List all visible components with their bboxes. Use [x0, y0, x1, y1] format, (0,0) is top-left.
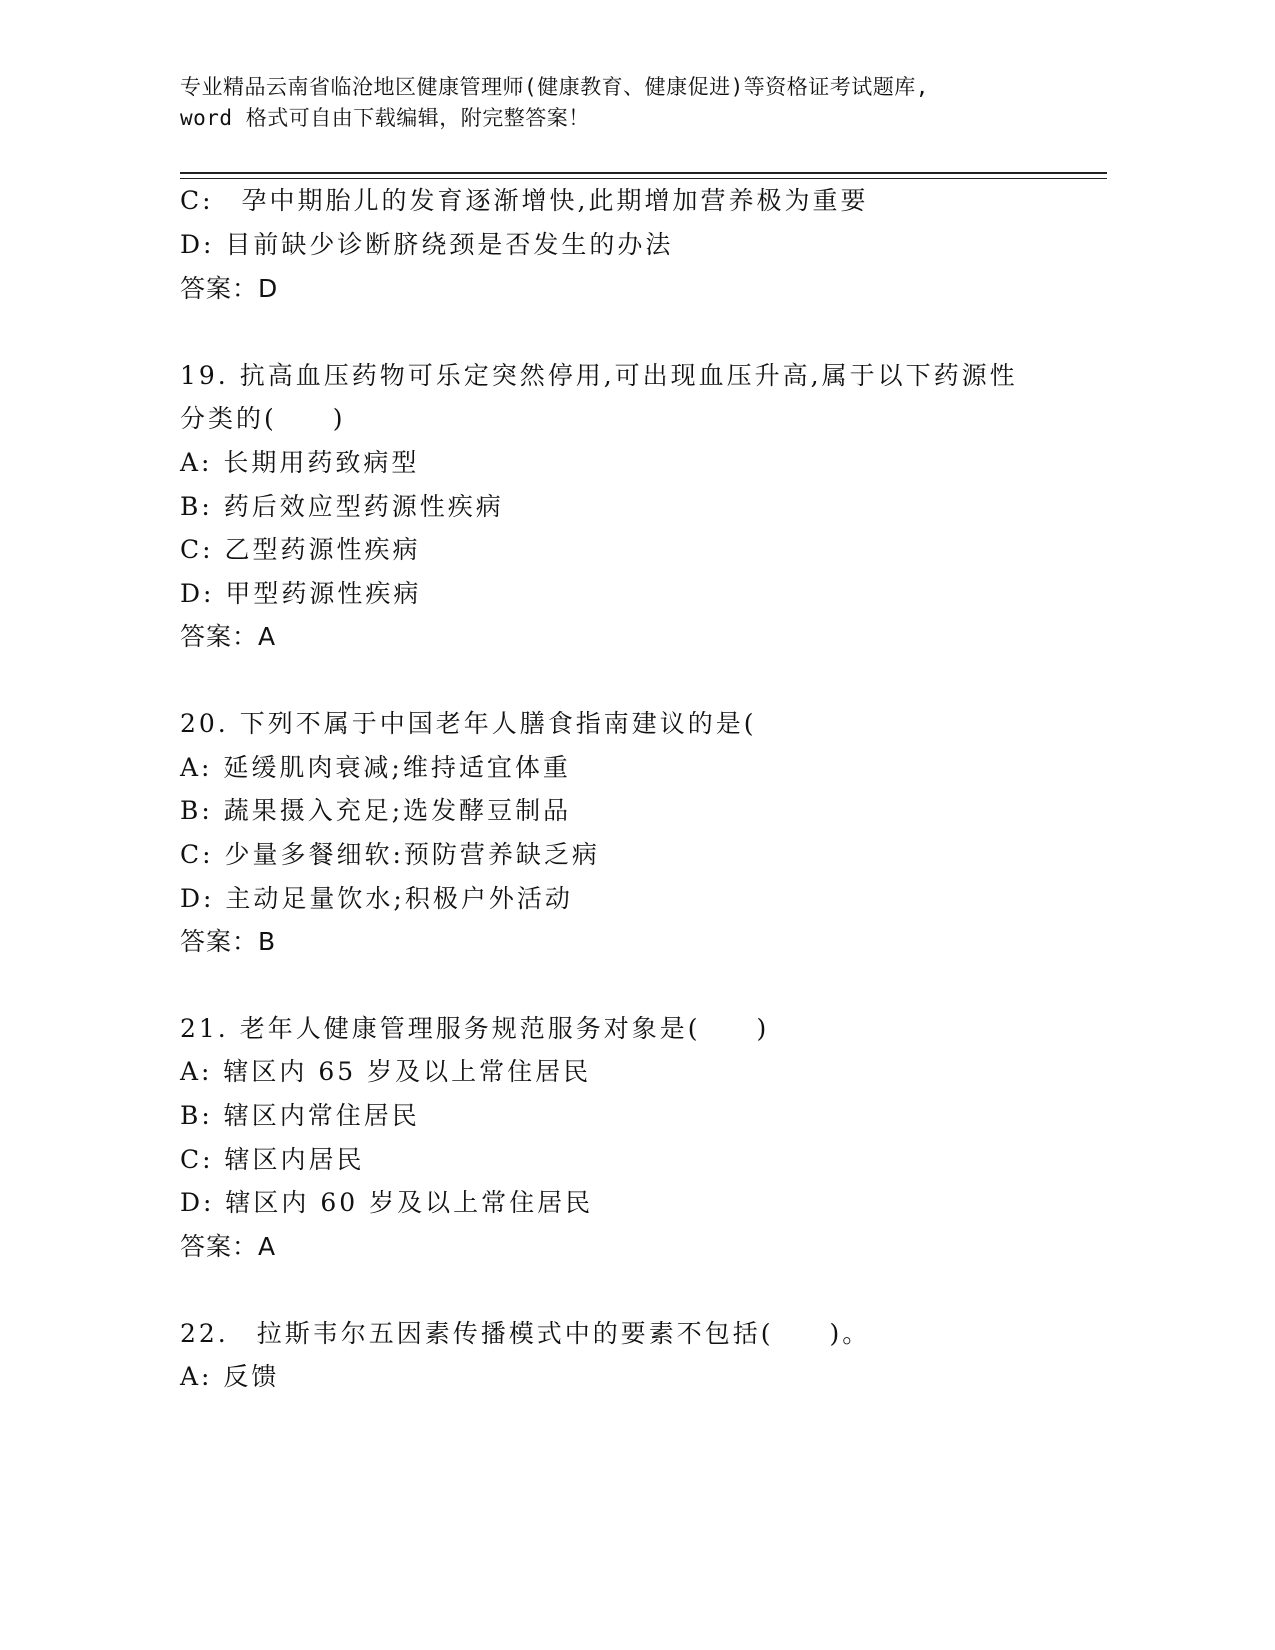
- q22-stem-line-1: 22. 拉斯韦尔五因素传播模式中的要素不包括( )。: [180, 1319, 871, 1348]
- q21-option-c: C: 辖区内居民: [180, 1145, 365, 1174]
- q19-answer: 答案：A: [180, 622, 277, 651]
- q20-option-a: A: 延缓肌肉衰减;维持适宜体重: [180, 753, 571, 782]
- q22-option-a: A: 反馈: [180, 1362, 280, 1391]
- q19-stem-line-1: 19. 抗高血压药物可乐定突然停用,可出现血压升高,属于以下药源性: [180, 361, 1018, 390]
- header-divider-thick: [180, 172, 1107, 174]
- q19-option-d: D: 甲型药源性疾病: [180, 579, 422, 608]
- q19-option-c: C: 乙型药源性疾病: [180, 535, 421, 564]
- q20-option-b: B: 蔬果摄入充足;选发酵豆制品: [180, 796, 572, 825]
- q19-stem-line-2: 分类的( ): [180, 404, 346, 433]
- q20-stem-line-1: 20. 下列不属于中国老年人膳食指南建议的是(: [180, 709, 757, 738]
- q21-option-a: A: 辖区内 65 岁及以上常住居民: [180, 1057, 592, 1086]
- q18-option-d: D: 目前缺少诊断脐绕颈是否发生的办法: [180, 230, 674, 259]
- q20-option-c: C: 少量多餐细软:预防营养缺乏病: [180, 840, 600, 869]
- q21-option-b: B: 辖区内常住居民: [180, 1101, 420, 1130]
- header-line-2: word 格式可自由下载编辑，附完整答案！: [180, 106, 590, 130]
- q21-answer: 答案：A: [180, 1232, 277, 1261]
- q21-stem-line-1: 21. 老年人健康管理服务规范服务对象是( ): [180, 1014, 770, 1043]
- q19-option-b: B: 药后效应型药源性疾病: [180, 492, 504, 521]
- q19-option-a: A: 长期用药致病型: [180, 448, 420, 477]
- document-header: [180, 72, 1100, 134]
- q18-option-c: C: 孕中期胎儿的发育逐渐增快,此期增加营养极为重要: [180, 186, 869, 215]
- q20-option-d: D: 主动足量饮水;积极户外活动: [180, 884, 573, 913]
- header-divider-thin: [180, 178, 1107, 179]
- q18-answer: 答案：D: [180, 274, 279, 303]
- q21-option-d: D: 辖区内 60 岁及以上常住居民: [180, 1188, 594, 1217]
- header-line-1: 专业精品云南省临沧地区健康管理师(健康教育、健康促进)等资格证考试题库,: [180, 75, 929, 99]
- q20-answer: 答案：B: [180, 927, 277, 956]
